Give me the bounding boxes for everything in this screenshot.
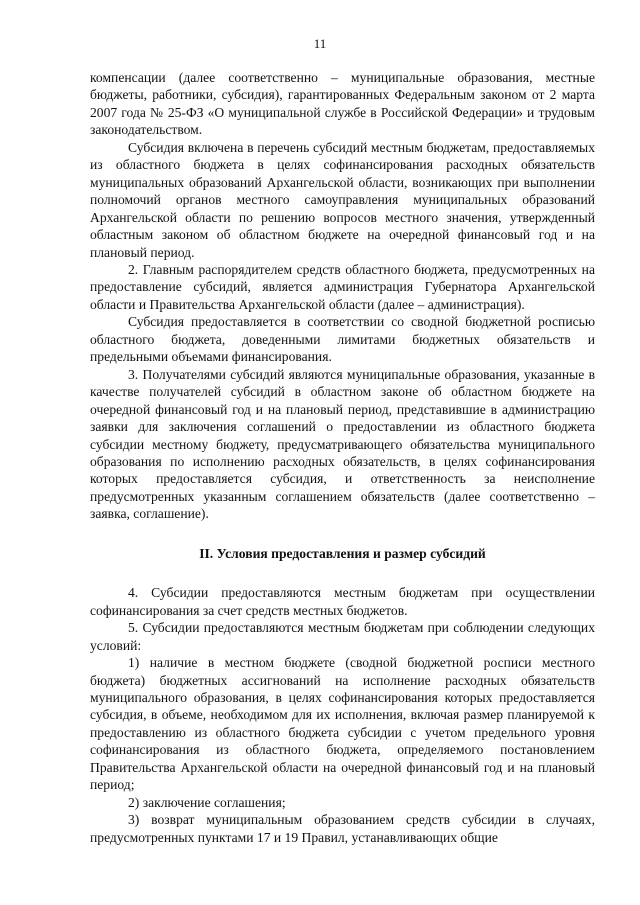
paragraph-item-5: 5. Субсидии предоставляются местным бюджетам при соблюдении следующих условий: [90, 620, 595, 653]
condition-item-2: 2) заключение соглашения; [128, 794, 286, 810]
paragraph-item-2: 2. Главным распорядителем средств областного бюджета, предусмотренных на предоставление субсидий, является администрация Губернатора Архангельской области и Правительства Архангельской области (далее – администрация). [90, 261, 595, 312]
document-body [90, 69, 595, 846]
paragraph-item-4: 4. Субсидии предоставляются местным бюджетам при осуществлении софинансирования за счет средств местных бюджетов. [90, 585, 595, 618]
page-number: 11 [313, 36, 327, 51]
section-heading: II. Условия предоставления и размер субсидий [199, 545, 486, 561]
condition-item-3: 3) возврат муниципальным образованием средств субсидии в случаях, предусмотренных пунктами 17 и 19 Правил, устанавливающих общие [90, 812, 595, 845]
condition-item-1: 1) наличие в местном бюджете (сводной бюджетной росписи местного бюджета) бюджетных ассигнований на исполнение расходных обязательств муниципального образования, в целях софинансирования которых предоставляется субсидия, в объеме, необходимом для их исполнения, включая размер планируемой к предоставлению из областного бюджета субсидии с учетом предельного уровня софинансирования из областного бюджета, определяемого постановлением Правительства Архангельской области на очередной финансовый год и на плановый период; [90, 655, 595, 793]
paragraph-subsidy-list: Субсидия включена в перечень субсидий местным бюджетам, предоставляемых из областного бюджета в целях софинансирования расходных обязательств муниципальных образований Архангельской области, возникающих при выполнении полномочий органов местного самоуправления муниципальных образований Архангельской области по решению вопросов местного значения, утвержденный областным законом об областном бюджете на очередной финансовый год и на плановый период. [90, 139, 595, 260]
paragraph-budget-allocation: Субсидия предоставляется в соответствии со сводной бюджетной росписью областного бюджета, доведенными лимитами бюджетных обязательств и предельными объемами финансирования. [90, 314, 595, 365]
paragraph-continuation: компенсации (далее соответственно – муниципальные образования, местные бюджеты, работники, субсидия), гарантированных Федеральным законом от 2 марта 2007 года № 25-ФЗ «О муниципальной службе в Российской Федерации» и трудовым законодательством. [90, 70, 595, 138]
paragraph-item-3: 3. Получателями субсидий являются муниципальные образования, указанные в качестве получателей субсидий в областном законе об областном бюджете на очередной финансовый год и на плановый период, представившие в администрацию заявки для заключения соглашений о предоставлении из областного бюджета субсидии местному бюджету, предусматривающего обязательства муниципального образования по исполнению расходных обязательств, в целях софинансирования которых предоставляется субсидия, и ответственность за неисполнение предусмотренных указанным соглашением обязательств (далее соответственно – заявка, соглашение). [90, 366, 595, 522]
